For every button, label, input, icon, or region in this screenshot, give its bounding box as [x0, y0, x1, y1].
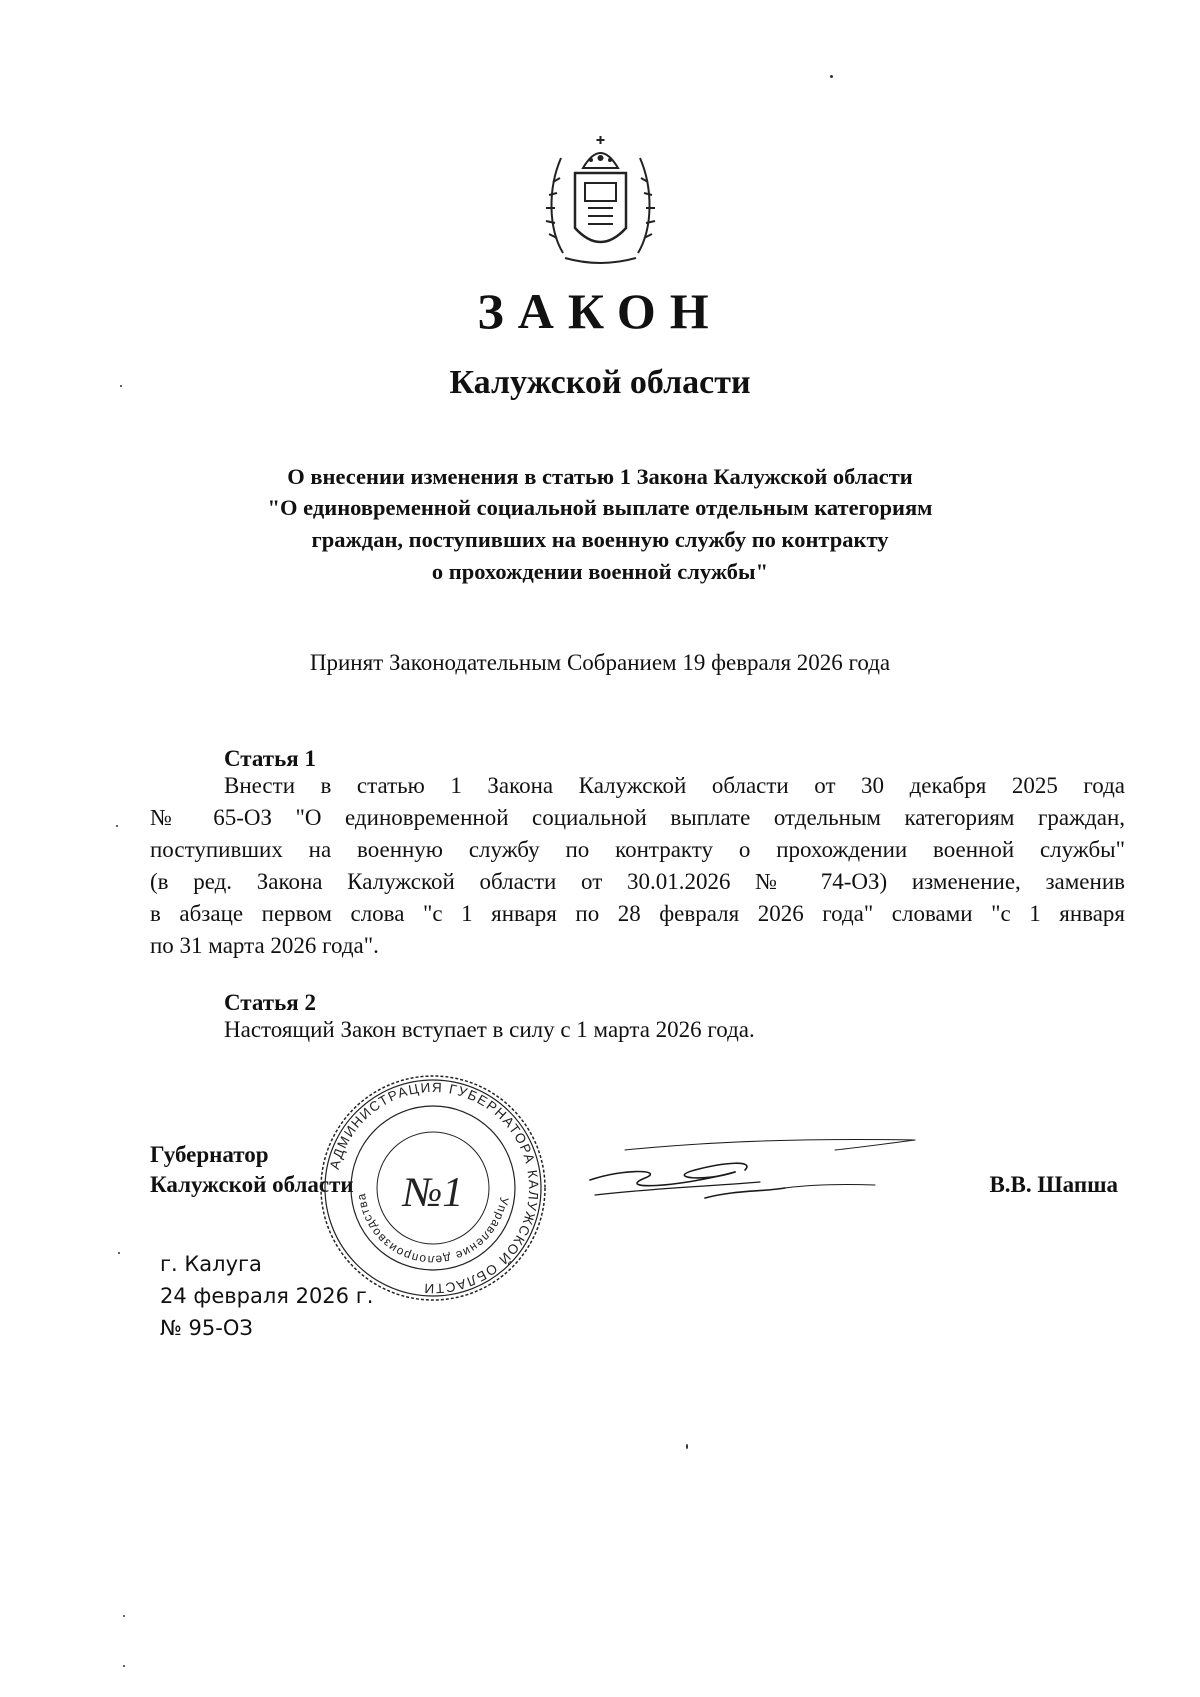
article-1-text-line: по 31 марта 2026 года".: [150, 933, 379, 958]
law-title-line: о прохождении военной службы": [431, 559, 769, 584]
law-title-line: граждан, поступивших на военную службу по контракту: [311, 527, 889, 552]
scan-speck: [118, 1252, 120, 1254]
article-1-heading: Статья 1: [224, 746, 316, 771]
signatory-position: Калужской области: [150, 1172, 354, 1197]
coat-of-arms-emblem: [543, 128, 658, 268]
law-title-line: "О единовременной социальной выплате отдельным категориям: [267, 495, 933, 520]
signatory-position: Губернатор: [150, 1142, 269, 1167]
article-1-text-line: Внести в статью 1 Закона Калужской области от 30 декабря 2025 года: [224, 773, 1125, 798]
scan-speck: [116, 825, 118, 827]
article-1-text-line: (в ред. Закона Калужской области от 30.01.2026 № 74-ОЗ) изменение, заменив: [150, 869, 1125, 894]
signatory-name: В.В. Шапша: [989, 1172, 1118, 1197]
article-1-text-line: в абзаце первом слова "с 1 января по 28 февраля 2026 года" словами "с 1 января: [150, 901, 1125, 926]
registration-city: г. Калуга: [160, 1252, 262, 1276]
handwritten-signature: [585, 1130, 920, 1210]
seal-inner-text: Управление делопроизводства: [354, 1191, 512, 1268]
scan-speck: [123, 1665, 125, 1667]
official-seal-stamp: [318, 1073, 548, 1303]
scan-speck: [120, 385, 122, 387]
document-type-heading: ЗАКОН: [477, 283, 723, 339]
article-2-heading: Статья 2: [224, 990, 316, 1015]
registration-number: № 95-ОЗ: [160, 1316, 253, 1340]
seal-outer-text: АДМИНИСТРАЦИЯ ГУБЕРНАТОРА КАЛУЖСКОЙ ОБЛАСТИ: [326, 1079, 542, 1297]
article-2-text: Настоящий Закон вступает в силу с 1 марта 2026 года.: [224, 1017, 755, 1042]
seal-number: №1: [402, 1170, 464, 1216]
region-heading: Калужской области: [449, 364, 751, 401]
scan-speck: [830, 75, 833, 78]
law-title-line: О внесении изменения в статью 1 Закона Калужской области: [287, 464, 913, 489]
article-1-text-line: поступивших на военную службу по контракту о прохождении военной службы": [150, 837, 1125, 862]
adoption-note: Принят Законодательным Собранием 19 февраля 2026 года: [309, 650, 891, 675]
registration-date: 24 февраля 2026 г.: [160, 1284, 374, 1308]
scan-speck: [686, 1444, 688, 1449]
scan-speck: [123, 1615, 125, 1617]
article-1-text-line: № 65-ОЗ "О единовременной социальной выплате отдельным категориям граждан,: [150, 805, 1125, 830]
